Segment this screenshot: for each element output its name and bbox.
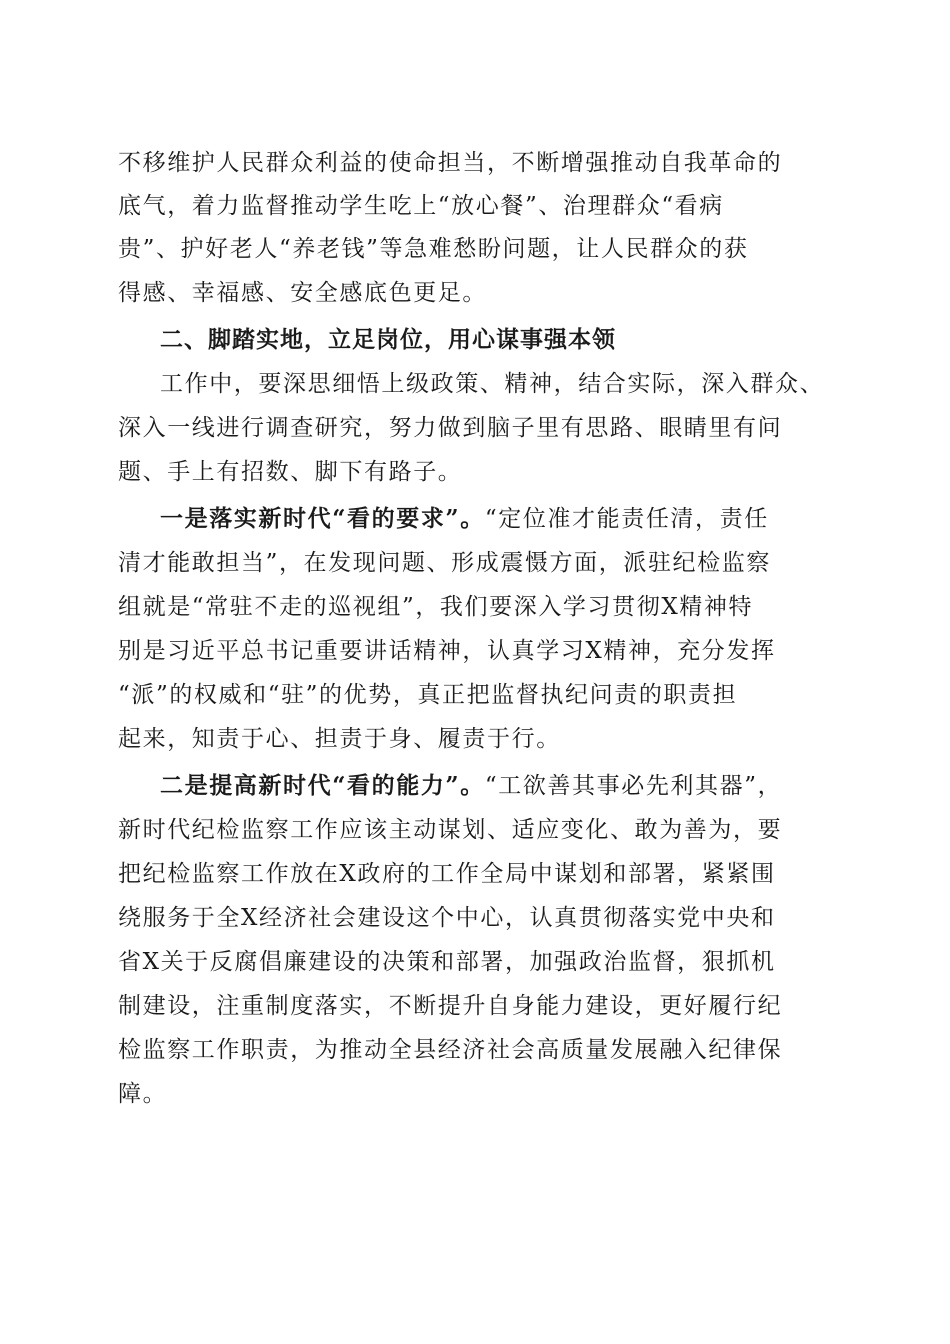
paragraph-line: 绕服务于全X经济社会建设这个中心，认真贯彻落实党中央和 bbox=[118, 905, 776, 931]
paragraph-line: 深入一线进行调查研究，努力做到脑子里有思路、眼睛里有问 bbox=[118, 415, 783, 441]
paragraph-line: 省X关于反腐倡廉建设的决策和部署，加强政治监督，狠抓机 bbox=[118, 949, 776, 975]
paragraph-line: 题、手上有招数、脚下有路子。 bbox=[118, 459, 463, 485]
paragraph-line: “派”的权威和“驻”的优势，真正把监督执纪问责的职责担 bbox=[118, 682, 738, 708]
paragraph-line: 工作中，要深思细悟上级政策、精神，结合实际，深入群众、 bbox=[160, 371, 825, 397]
paragraph-line bbox=[160, 504, 769, 534]
point-text: “工欲善其事必先利其器”， bbox=[484, 773, 783, 799]
paragraph-line: 贵”、护好老人“养老钱”等急难愁盼问题，让人民群众的获 bbox=[118, 236, 749, 262]
paragraph-line: 新时代纪检监察工作应该主动谋划、适应变化、敢为善为，要 bbox=[118, 817, 783, 843]
paragraph-line bbox=[160, 771, 782, 801]
paragraph-line: 底气，着力监督推动学生吃上“放心餐”、治理群众“看病 bbox=[118, 193, 724, 219]
section-heading: 二、脚踏实地，立足岗位，用心谋事强本领 bbox=[160, 326, 616, 353]
paragraph-line: 组就是“常驻不走的巡视组”，我们要深入学习贯彻X精神特 bbox=[118, 594, 754, 620]
paragraph-line: 把纪检监察工作放在X政府的工作全局中谋划和部署，紧紧围 bbox=[118, 861, 776, 887]
point-lead: 一是落实新时代“看的要求”。 bbox=[160, 505, 485, 532]
point-text: “定位准才能责任清，责任 bbox=[484, 506, 769, 532]
paragraph-line: 不移维护人民群众利益的使命担当，不断增强推动自我革命的 bbox=[118, 150, 783, 176]
paragraph-line: 起来，知责于心、担责于身、履责于行。 bbox=[118, 726, 561, 752]
paragraph-line: 障。 bbox=[118, 1081, 168, 1107]
paragraph-line: 得感、幸福感、安全感底色更足。 bbox=[118, 280, 487, 306]
point-lead: 二是提高新时代“看的能力”。 bbox=[160, 772, 485, 799]
paragraph-line: 检监察工作职责，为推动全县经济社会高质量发展融入纪律保 bbox=[118, 1037, 783, 1063]
paragraph-line: 清才能敢担当”，在发现问题、形成震慑方面，派驻纪检监察 bbox=[118, 550, 771, 576]
paragraph-line: 制建设，注重制度落实，不断提升自身能力建设，更好履行纪 bbox=[118, 993, 783, 1019]
paragraph-line: 别是习近平总书记重要讲话精神，认真学习X精神，充分发挥 bbox=[118, 638, 776, 664]
